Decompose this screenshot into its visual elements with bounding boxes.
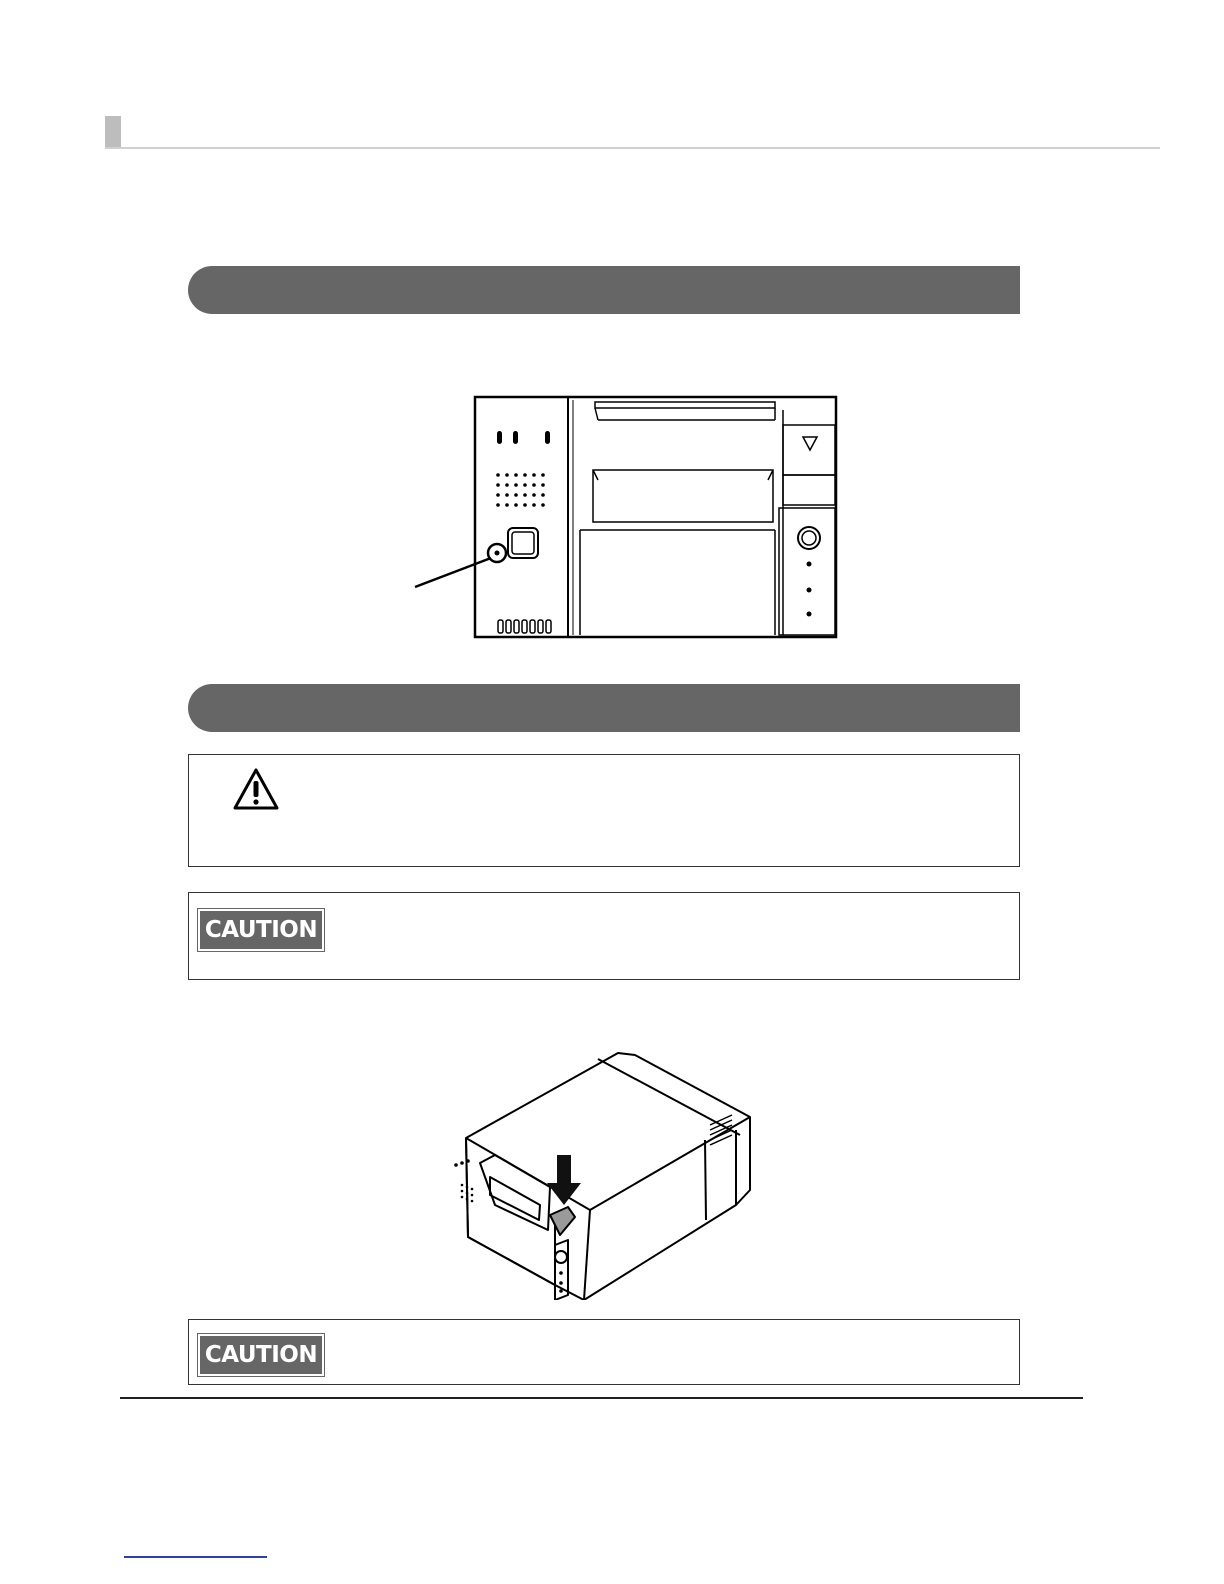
chapter-marker xyxy=(105,116,121,148)
warning-box xyxy=(188,754,1020,867)
section-bar-location xyxy=(188,266,1020,314)
printer-front-view-illustration xyxy=(405,390,845,645)
footer-link-underline[interactable] xyxy=(124,1556,267,1558)
caution-box-1 xyxy=(188,892,1020,980)
warning-triangle-icon xyxy=(232,767,280,811)
header-rule xyxy=(105,147,1160,149)
caution-box-2 xyxy=(188,1319,1020,1385)
printer-cover-open-illustration xyxy=(440,1045,770,1300)
footer-rule xyxy=(120,1397,1083,1399)
section-bar-steps xyxy=(188,684,1020,732)
caution-badge: CAUTION xyxy=(198,1334,324,1376)
caution-badge: CAUTION xyxy=(198,909,324,951)
